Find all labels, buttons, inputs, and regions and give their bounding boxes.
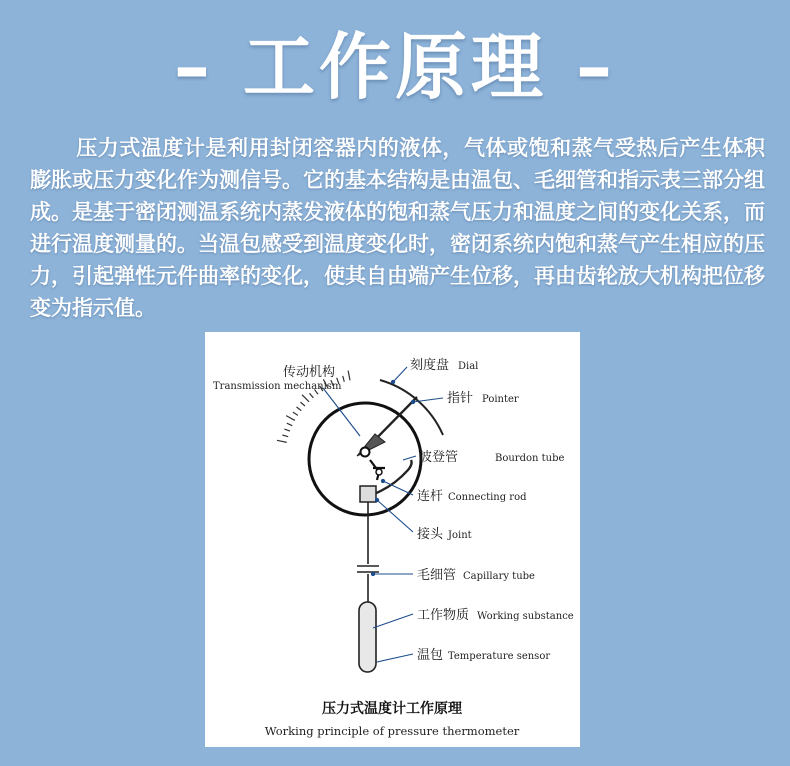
pivot-hub bbox=[361, 448, 370, 457]
label-capillary-cn: 毛细管 bbox=[417, 568, 457, 583]
label-sensor-cn: 温包 bbox=[417, 648, 444, 663]
dial-tick bbox=[343, 376, 345, 382]
label-rod-en: Connecting rod bbox=[448, 492, 527, 503]
label-joint-en: Joint bbox=[448, 530, 472, 541]
dial-tick bbox=[302, 395, 309, 402]
label-pointer-cn: 指针 bbox=[447, 391, 474, 406]
label-substance-en: Working substance bbox=[477, 611, 574, 622]
dial-tick bbox=[348, 371, 350, 381]
joint-box bbox=[360, 486, 376, 502]
intro-paragraph: 压力式温度计是利用封闭容器内的液体，气体或饱和蒸气受热后产生体积膨胀或压力变化作为测信号。它的基本结构是由温包、毛细管和指示表三部分组成。是基于密闭测温系统内蒸发液体的饱和蒸气压力和温度之间的变化关系，而进行温度测量的。当温包感受到温度变化时，密闭系统内饱和蒸气产生相应的压力，引起弹性元件曲率的变化，使其自由端产生位移，再由齿轮放大机构把位移变为指示值。 bbox=[30, 136, 765, 320]
dial-tick bbox=[309, 393, 313, 398]
label-substance-cn: 工作物质 bbox=[417, 608, 470, 623]
leader-dot-rod bbox=[381, 479, 384, 482]
label-bourdon-cn: 波登管 bbox=[419, 450, 459, 465]
leader-transmission bbox=[323, 388, 360, 436]
label-transmission-cn: 传动机构 bbox=[283, 365, 336, 380]
leader-dot-joint bbox=[375, 498, 378, 501]
label-capillary-en: Capillary tube bbox=[463, 571, 535, 582]
label-dial-en: Dial bbox=[458, 361, 479, 372]
caption-en: Working principle of pressure thermometer bbox=[264, 724, 520, 738]
leader-dot-pointer bbox=[411, 400, 414, 403]
leader-dot-capillary bbox=[371, 572, 374, 575]
dial-tick bbox=[282, 435, 288, 437]
thermometer-diagram bbox=[205, 332, 580, 747]
label-dial-cn: 刻度盘 bbox=[410, 358, 450, 373]
dial-tick bbox=[286, 416, 295, 421]
caption-cn: 压力式温度计工作原理 bbox=[322, 701, 462, 717]
label-bourdon-en: Bourdon tube bbox=[495, 453, 565, 464]
dial-tick bbox=[293, 412, 298, 415]
dial-tick bbox=[287, 423, 292, 425]
label-rod-cn: 连杆 bbox=[417, 489, 444, 504]
label-joint-cn: 接头 bbox=[417, 527, 444, 542]
diagram-panel bbox=[205, 332, 580, 747]
dial-tick bbox=[284, 429, 290, 431]
link-pin bbox=[376, 469, 382, 475]
page-title: – 工作原理 – bbox=[173, 25, 617, 109]
label-pointer-en: Pointer bbox=[482, 394, 519, 405]
temperature-bulb bbox=[359, 602, 376, 672]
dial-tick bbox=[300, 402, 305, 406]
dial-tick bbox=[277, 440, 287, 442]
label-sensor-en: Temperature sensor bbox=[448, 651, 551, 662]
dial-tick bbox=[296, 407, 301, 411]
leader-bourdon bbox=[403, 456, 416, 460]
label-transmission-en: Transmission mechanism bbox=[213, 381, 342, 392]
leader-substance bbox=[373, 614, 413, 628]
leader-sensor bbox=[377, 654, 413, 662]
leader-dial bbox=[393, 367, 407, 382]
leader-dot-dial bbox=[391, 380, 394, 383]
